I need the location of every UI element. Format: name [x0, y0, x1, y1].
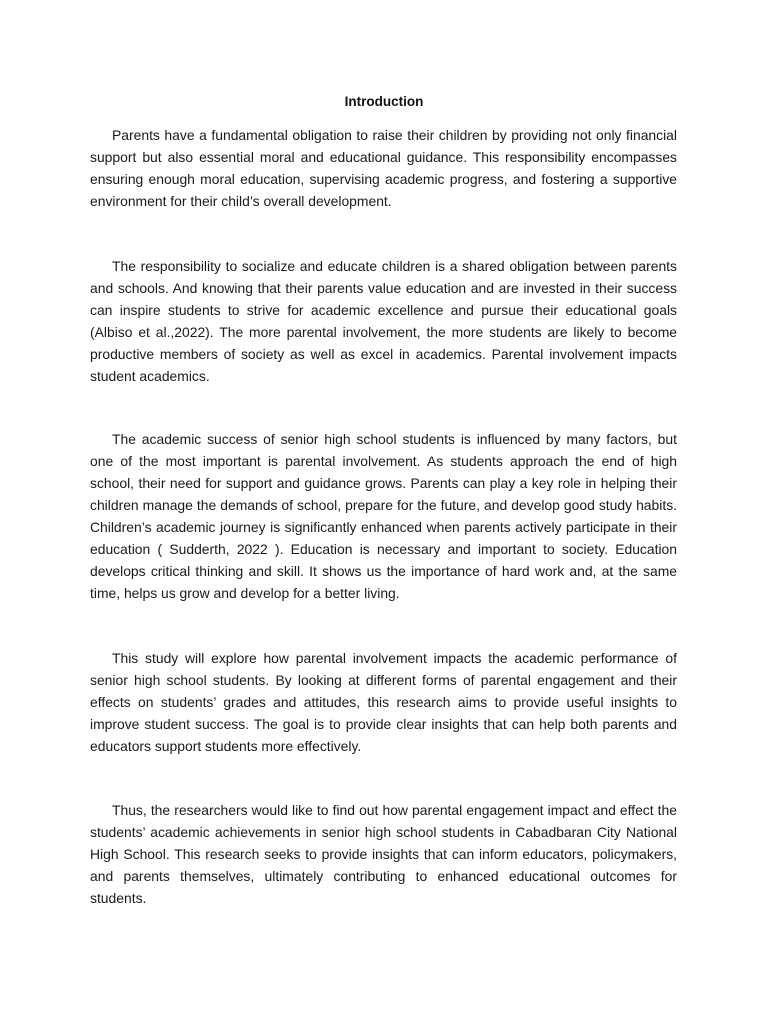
paragraph: This study will explore how parental involvement impacts the academic performance of senior high school students. By looking at different forms of parental engagement and their effects on students’ grades and attitudes, this research aims to provide useful insights to improve student success. The goal is to provide clear insights that can help both parents and educators support students more effectively. — [90, 650, 677, 754]
paragraph: Parents have a fundamental obligation to raise their children by providing not only financial support but also essential moral and educational guidance. This responsibility encompasses ensuring enough moral education, supervising academic progress, and fostering a supportive environment for their child’s overall development. — [90, 127, 677, 209]
paragraph: The academic success of senior high school students is influenced by many factors, but one of the most important is parental involvement. As students approach the end of high school, their need for support and guidance grows. Parents can play a key role in helping their children manage the demands of school, prepare for the future, and develop good study habits. Children’s academic journey is significantly enhanced when parents actively participate in their education ( Sudderth, 2022 ). Education is necessary and important to society. Education develops critical thinking and skill. It shows us the importance of hard work and, at the same time, helps us grow and develop for a better living. — [90, 431, 677, 601]
page-title: Introduction — [344, 94, 424, 109]
paragraph: The responsibility to socialize and educate children is a shared obligation between parents and schools. And knowing that their parents value education and are invested in their success can inspire students to strive for academic excellence and pursue their educational goals (Albiso et al.,2022). The more parental involvement, the more students are likely to become productive members of society as well as excel in academics. Parental involvement impacts student academics. — [90, 258, 677, 384]
paragraph: Thus, the researchers would like to find out how parental engagement impact and effect the students’ academic achievements in senior high school students in Cabadbaran City National High School. This research seeks to provide insights that can inform educators, policymakers, and parents themselves, ultimately contributing to enhanced educational outcomes for students. — [90, 802, 677, 906]
